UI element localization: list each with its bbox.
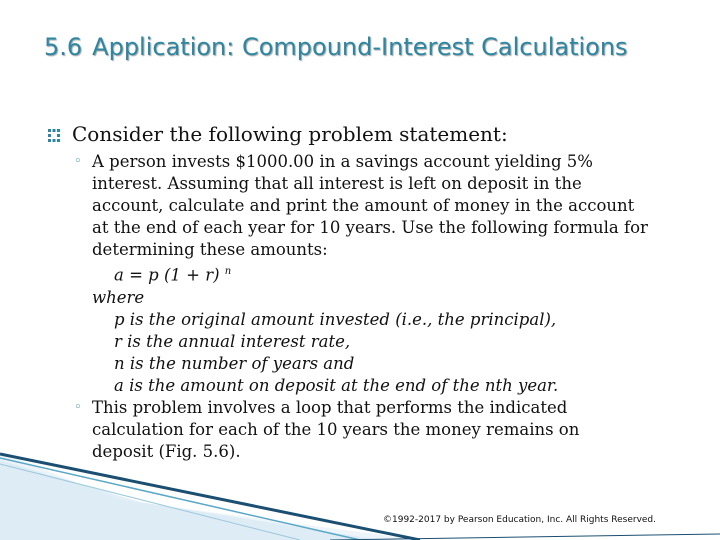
loop-line: calculation for each of the 10 years the money remains on (92, 419, 580, 439)
sub-bullet-list (74, 151, 704, 463)
definition-line: p is the original amount invested (i.e., the principal), (114, 309, 557, 329)
problem-line: determining these amounts: (92, 240, 328, 259)
slide-title (44, 30, 684, 64)
problem-line: account, calculate and print the amount of money in the account (92, 196, 635, 215)
problem-line: at the end of each year for 10 years. Use the following formula for (92, 218, 648, 237)
definition-line: n is the number of years and (114, 353, 355, 373)
sub-bullet-problem (74, 151, 704, 397)
loop-line: deposit (Fig. 5.6). (92, 441, 241, 461)
bullet-square-icon (48, 129, 60, 142)
circle-bullet-icon: ◦ (74, 399, 82, 415)
formula-body: a = p (1 + r) (114, 265, 225, 285)
title-text: Application: Compound-Interest Calculations (92, 33, 628, 61)
compound-interest-formula (92, 261, 704, 287)
loop-line: This problem involves a loop that performs the indicated (92, 397, 568, 417)
circle-bullet-icon: ◦ (74, 154, 82, 169)
definition-line: a is the amount on deposit at the end of the nth year. (114, 375, 559, 395)
where-label: where (92, 287, 145, 307)
bullet-text: Consider the following problem statement: (72, 122, 508, 146)
formula-exponent: n (224, 266, 232, 277)
definition-line: r is the annual interest rate, (114, 331, 351, 351)
section-number: 5.6 (44, 33, 83, 61)
problem-line: interest. Assuming that all interest is left on deposit in the (92, 174, 582, 193)
copyright-footer: ©1992-2017 by Pearson Education, Inc. All Rights Reserved. (383, 515, 657, 525)
problem-line: A person invests $1000.00 in a savings account yielding 5% (92, 152, 593, 171)
main-bullet (48, 122, 688, 146)
